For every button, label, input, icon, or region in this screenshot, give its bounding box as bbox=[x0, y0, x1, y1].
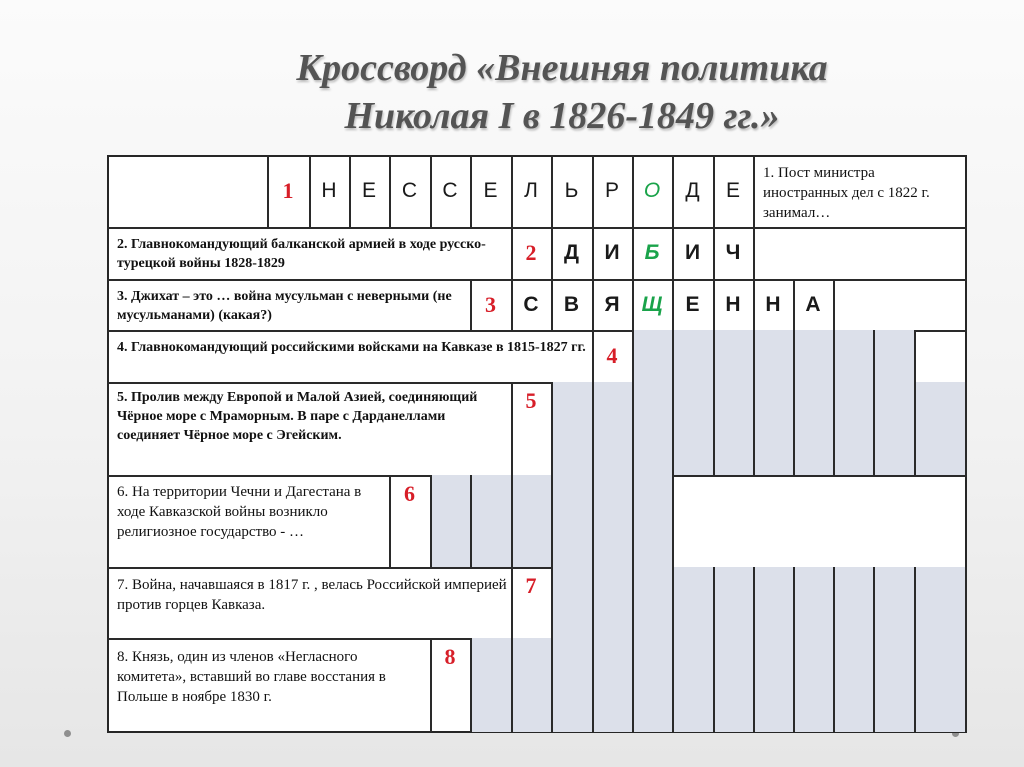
cell-divider bbox=[833, 638, 835, 732]
cell-divider bbox=[470, 475, 472, 567]
cell-divider bbox=[592, 382, 594, 475]
blank-cell[interactable] bbox=[753, 330, 793, 382]
cell-divider bbox=[793, 279, 795, 330]
letter-cell: Н bbox=[321, 179, 337, 202]
clue-5: 5. Пролив между Европой и Малой Азией, соединяющий Чёрное море с Мраморным. В паре с Дарданеллами соединяет Чёрное море с Эгейским. bbox=[117, 390, 478, 443]
cell-divider bbox=[551, 567, 553, 638]
cell-divider bbox=[470, 279, 472, 330]
cell-divider bbox=[914, 382, 916, 475]
row-number-2: 2 bbox=[525, 240, 537, 265]
cell-divider bbox=[632, 279, 634, 330]
cell-divider bbox=[672, 382, 674, 475]
cell-divider bbox=[873, 567, 875, 638]
cell-divider bbox=[267, 155, 269, 227]
letter-cell: Ч bbox=[725, 241, 741, 264]
blank-cell[interactable] bbox=[511, 475, 551, 567]
crossword-grid bbox=[107, 155, 967, 733]
letter-cell: Д bbox=[564, 241, 579, 264]
cell-divider bbox=[965, 638, 967, 732]
cell-divider bbox=[753, 638, 755, 732]
blank-cell[interactable] bbox=[833, 638, 873, 732]
letter-cell: С bbox=[442, 179, 458, 202]
cell-divider bbox=[793, 567, 795, 638]
decorative-dot-left bbox=[64, 730, 71, 737]
letter-cell: Я bbox=[604, 292, 620, 316]
cell-divider bbox=[592, 330, 594, 382]
letter-cell: Р bbox=[604, 179, 619, 202]
letter-cell: Ь bbox=[564, 179, 579, 202]
clue-3: 3. Джихат – это … война мусульман с неверными (не мусульманами) (какая?) bbox=[117, 289, 452, 323]
title-line-2: Николая I в 1826-1849 гг.» bbox=[344, 95, 780, 137]
cell-divider bbox=[672, 155, 674, 227]
cell-divider bbox=[753, 330, 755, 382]
letter-cell: Е bbox=[361, 179, 376, 202]
blank-cell[interactable] bbox=[833, 567, 873, 638]
blank-cell[interactable] bbox=[551, 382, 592, 475]
blank-cell[interactable] bbox=[632, 382, 672, 475]
blank-cell[interactable] bbox=[592, 382, 632, 475]
cell-divider bbox=[833, 382, 835, 475]
letter-cell: Щ bbox=[641, 292, 663, 316]
cell-divider bbox=[430, 475, 432, 567]
blank-cell[interactable] bbox=[672, 638, 713, 732]
cell-divider bbox=[713, 227, 715, 279]
cell-divider bbox=[430, 155, 432, 227]
cell-divider bbox=[511, 227, 513, 279]
cell-divider bbox=[551, 638, 553, 732]
blank-cell[interactable] bbox=[592, 638, 632, 732]
cell-divider bbox=[592, 227, 594, 279]
blank-cell[interactable] bbox=[873, 330, 914, 382]
cell-divider bbox=[632, 382, 634, 475]
cell-divider bbox=[592, 567, 594, 638]
row-number-4: 4 bbox=[606, 343, 618, 368]
cell-divider bbox=[753, 382, 755, 475]
cell-divider bbox=[389, 155, 391, 227]
cell-divider bbox=[551, 227, 553, 279]
letter-cell: Д bbox=[685, 179, 700, 202]
cell-divider bbox=[349, 155, 351, 227]
clue-7: 7. Война, начавшаяся в 1817 г. , велась Российской империей против горцев Кавказа. bbox=[117, 577, 507, 613]
blank-cell[interactable] bbox=[873, 638, 914, 732]
cell-divider bbox=[914, 567, 916, 638]
blank-cell[interactable] bbox=[592, 567, 632, 638]
cell-divider bbox=[713, 382, 715, 475]
blank-cell[interactable] bbox=[873, 567, 914, 638]
cell-divider bbox=[592, 475, 594, 567]
cell-divider bbox=[470, 638, 472, 732]
row-number-6: 6 bbox=[404, 481, 415, 506]
cell-divider bbox=[672, 567, 674, 638]
blank-cell[interactable] bbox=[914, 382, 965, 475]
cell-divider bbox=[914, 638, 916, 732]
cell-divider bbox=[592, 638, 594, 732]
cell-divider bbox=[793, 382, 795, 475]
row-number-5: 5 bbox=[525, 388, 537, 413]
blank-cell[interactable] bbox=[470, 638, 511, 732]
clue-6: 6. На территории Чечни и Дагестана в ходе Кавказской войны возникло религиозное государство - … bbox=[117, 484, 362, 540]
blank-cell[interactable] bbox=[592, 475, 632, 567]
letter-cell: В bbox=[563, 292, 580, 316]
letter-cell: С bbox=[401, 179, 418, 202]
cell-divider bbox=[389, 475, 391, 567]
blank-cell[interactable] bbox=[551, 567, 592, 638]
cell-divider bbox=[592, 279, 594, 330]
letter-cell: Н bbox=[765, 292, 781, 316]
letter-cell: А bbox=[805, 292, 821, 316]
cell-divider bbox=[753, 279, 755, 330]
cell-divider bbox=[672, 227, 674, 279]
cell-divider bbox=[965, 567, 967, 638]
cell-divider bbox=[632, 330, 634, 382]
cell-divider bbox=[551, 279, 553, 330]
cell-divider bbox=[833, 330, 835, 382]
blank-cell[interactable] bbox=[430, 475, 470, 567]
blank-cell[interactable] bbox=[713, 382, 753, 475]
clue-4: 4. Главнокомандующий российскими войсками на Кавказе в 1815-1827 гг. bbox=[117, 340, 586, 355]
blank-cell[interactable] bbox=[793, 567, 833, 638]
cell-divider bbox=[551, 475, 553, 567]
cell-divider bbox=[511, 475, 513, 567]
cell-divider bbox=[511, 155, 513, 227]
clue-1: 1. Пост министра иностранных дел с 1822 г. занимал… bbox=[763, 165, 930, 221]
cell-divider bbox=[793, 638, 795, 732]
blank-cell[interactable] bbox=[873, 382, 914, 475]
cell-divider bbox=[551, 382, 553, 475]
cell-divider bbox=[672, 475, 674, 567]
cell-divider bbox=[470, 155, 472, 227]
cell-divider bbox=[551, 155, 553, 227]
cell-divider bbox=[713, 330, 715, 382]
blank-cell[interactable] bbox=[511, 638, 551, 732]
cell-divider bbox=[672, 330, 674, 382]
blank-cell[interactable] bbox=[753, 567, 793, 638]
cell-divider bbox=[511, 567, 513, 638]
cell-divider bbox=[672, 638, 674, 732]
cell-divider bbox=[511, 279, 513, 330]
blank-cell[interactable] bbox=[672, 382, 713, 475]
cell-divider bbox=[309, 155, 311, 227]
cell-divider bbox=[713, 638, 715, 732]
cell-divider bbox=[511, 638, 513, 732]
blank-cell[interactable] bbox=[672, 330, 713, 382]
clue-8: 8. Князь, один из членов «Негласного комитета», вставший во главе восстания в Польше в ноябре 1830 г. bbox=[117, 649, 386, 705]
clue-2: 2. Главнокомандующий балканской армией в ходе русско-турецкой войны 1828-1829 bbox=[117, 237, 486, 271]
cell-divider bbox=[713, 155, 715, 227]
row-number-7: 7 bbox=[525, 573, 537, 598]
blank-cell[interactable] bbox=[632, 638, 672, 732]
blank-cell[interactable] bbox=[632, 567, 672, 638]
letter-cell: Н bbox=[725, 292, 741, 316]
blank-cell[interactable] bbox=[551, 475, 592, 567]
blank-cell[interactable] bbox=[672, 567, 713, 638]
title-line-1: Кроссворд «Внешняя политика bbox=[296, 47, 828, 89]
cell-divider bbox=[592, 155, 594, 227]
row-number-8: 8 bbox=[444, 644, 456, 669]
cell-divider bbox=[632, 475, 634, 567]
letter-cell: С bbox=[523, 292, 539, 316]
cell-divider bbox=[430, 638, 432, 732]
letter-cell: И bbox=[684, 241, 701, 264]
blank-cell[interactable] bbox=[632, 475, 672, 567]
cell-divider bbox=[833, 279, 835, 330]
blank-cell[interactable] bbox=[793, 638, 833, 732]
blank-cell[interactable] bbox=[713, 330, 753, 382]
cell-divider bbox=[632, 227, 634, 279]
cell-divider bbox=[632, 155, 634, 227]
row-number-3: 3 bbox=[485, 291, 496, 317]
row-number-1: 1 bbox=[282, 178, 294, 203]
cell-divider bbox=[753, 567, 755, 638]
blank-cell[interactable] bbox=[753, 638, 793, 732]
letter-cell: Е bbox=[725, 179, 740, 202]
cell-divider bbox=[965, 382, 967, 475]
page-title bbox=[0, 44, 1024, 140]
cell-divider bbox=[632, 567, 634, 638]
cell-divider bbox=[914, 330, 916, 382]
blank-cell[interactable] bbox=[914, 638, 965, 732]
cell-divider bbox=[753, 155, 755, 227]
cell-divider bbox=[873, 330, 875, 382]
blank-cell[interactable] bbox=[793, 382, 833, 475]
cell-divider bbox=[511, 382, 513, 475]
blank-cell[interactable] bbox=[713, 638, 753, 732]
cell-divider bbox=[873, 638, 875, 732]
letter-cell: О bbox=[643, 179, 661, 202]
cell-divider bbox=[753, 227, 755, 279]
blank-cell[interactable] bbox=[833, 382, 873, 475]
cell-divider bbox=[713, 279, 715, 330]
cell-divider bbox=[833, 567, 835, 638]
blank-cell[interactable] bbox=[833, 330, 873, 382]
letter-cell: И bbox=[604, 241, 620, 264]
blank-cell[interactable] bbox=[753, 382, 793, 475]
cell-divider bbox=[632, 638, 634, 732]
letter-cell: Е bbox=[483, 179, 498, 202]
blank-cell[interactable] bbox=[470, 475, 511, 567]
cell-divider bbox=[793, 330, 795, 382]
letter-cell: Л bbox=[524, 179, 538, 202]
blank-cell[interactable] bbox=[632, 330, 672, 382]
blank-cell[interactable] bbox=[551, 638, 592, 732]
cell-divider bbox=[672, 279, 674, 330]
cell-divider bbox=[873, 382, 875, 475]
cell-divider bbox=[713, 567, 715, 638]
letter-cell: Е bbox=[685, 292, 700, 316]
letter-cell: Б bbox=[644, 241, 660, 264]
blank-cell[interactable] bbox=[713, 567, 753, 638]
blank-cell[interactable] bbox=[793, 330, 833, 382]
blank-cell[interactable] bbox=[914, 567, 965, 638]
